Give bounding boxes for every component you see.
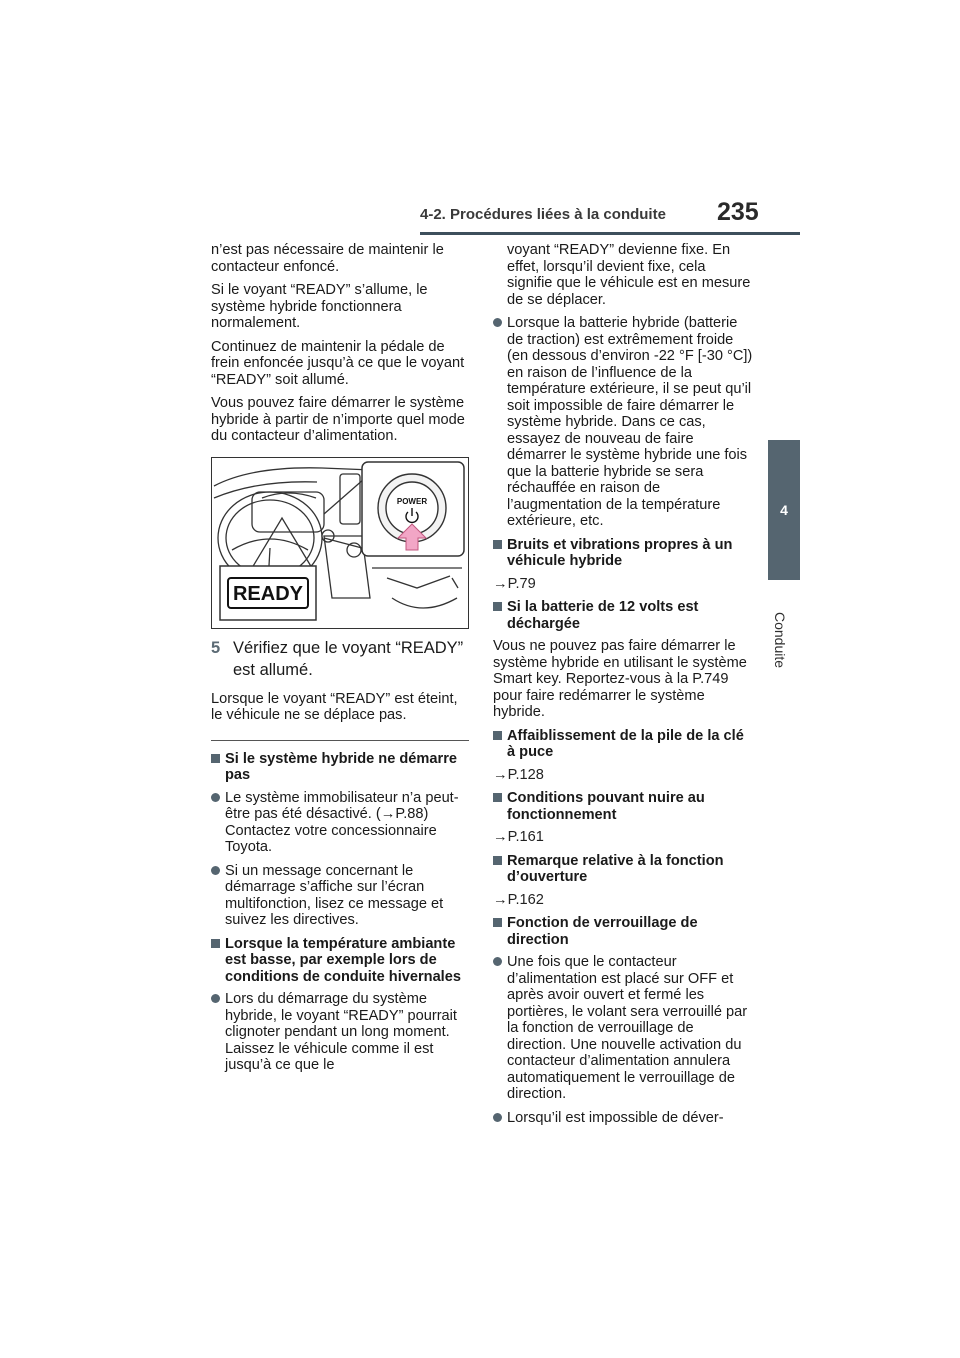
chapter-tab-number: 4 — [780, 502, 788, 518]
bullet-item: Lorsque la batterie hybride (batterie de traction) est extrêmement froide (en dessous d’environ -22 °F [-30 °C]) en raison de l’influence de la température extérieure, il se peut qu’il soit impossible de faire démarrer le système hybride. Dans ce cas, essayez de nouveau de faire démarrer le système hybride une fois que la batterie hybride se sera réchauffée en raison de l’augmentation de la température extérieure, etc. — [493, 315, 753, 530]
bullet-item: Le système immobilisateur n’a peut-être pas été désactivé. (→P.88) Contactez votre concessionnaire Toyota. — [211, 790, 469, 856]
paragraph: Vous pouvez faire démarrer le système hybride à partir de n’importe quel mode du contacteur d’alimentation. — [211, 395, 465, 444]
dashboard-illustration — [211, 457, 469, 629]
section-heading: Conditions pouvant nuire au fonctionnement — [493, 790, 753, 823]
page-reference-link[interactable]: →P.128 — [493, 766, 544, 783]
bullet-continuation: voyant “READY” devienne fixe. En effet, lorsqu’il devient fixe, cela signifie que le véhicule est en mesure de se déplacer. — [507, 242, 751, 308]
chapter-tab[interactable] — [768, 440, 800, 580]
chapter-tab-label: Conduite — [772, 612, 788, 669]
power-button-text: POWER — [396, 496, 428, 506]
section-heading: Remarque relative à la fonction d’ouverture — [493, 853, 753, 886]
page-reference-link[interactable]: →P.79 — [493, 575, 536, 592]
ready-indicator-text: READY — [232, 582, 304, 605]
chapter-heading: 4-2. Procédures liées à la conduite — [420, 206, 666, 223]
paragraph: Vous ne pouvez pas faire démarrer le système hybride en utilisant le système Smart key. Reportez-vous à la P.749 pour faire redémarrer le système hybride. — [493, 638, 747, 720]
page-reference-link[interactable]: →P.161 — [493, 829, 544, 845]
bullet-item: Lors du démarrage du système hybride, le voyant “READY” pourrait clignoter pendant un long moment. Laissez le véhicule comme il est jusqu’à ce que le — [211, 991, 469, 1074]
section-heading: Affaiblissement de la pile de la clé à puce — [493, 728, 753, 761]
left-column — [211, 242, 469, 1081]
step-number: 5 — [211, 638, 221, 657]
section-heading: Lorsque la température ambiante est basse, par exemple lors de conditions de conduite hivernales — [211, 936, 469, 986]
page-reference-link[interactable]: →P.162 — [493, 891, 544, 908]
section-heading: Bruits et vibrations propres à un véhicule hybride — [493, 537, 753, 570]
bullet-item: Si un message concernant le démarrage s’affiche sur l’écran multifonction, lisez ce message et suivez les directives. — [211, 863, 469, 929]
step-note: Lorsque le voyant “READY” est éteint, le véhicule ne se déplace pas. — [211, 690, 458, 723]
section-divider — [211, 740, 469, 741]
header-rule — [420, 232, 800, 235]
page-number: 235 — [717, 198, 759, 226]
step-5 — [211, 637, 469, 681]
bullet-item: Une fois que le contacteur d’alimentation est placé sur OFF et après avoir ouvert et fermé les portières, le volant sera verrouillé par la fonction de verrouillage de direction. Une nouvelle activation du contacteur d’alimentation annulera automatiquement le verrouillage de direction. — [493, 954, 753, 1103]
section-heading: Fonction de verrouillage de direction — [493, 915, 753, 948]
step-text: Vérifiez que le voyant “READY” est allumé. — [233, 638, 464, 679]
section-heading: Si la batterie de 12 volts est déchargée — [493, 599, 753, 632]
bullet-item: Lorsqu’il est impossible de déver- — [493, 1110, 753, 1127]
paragraph: n’est pas nécessaire de maintenir le contacteur enfoncé. — [211, 242, 444, 275]
section-heading: Si le système hybride ne démarre pas — [211, 751, 469, 784]
dashboard-drawing — [212, 458, 468, 628]
paragraph: Si le voyant “READY” s’allume, le système hybride fonctionnera normalement. — [211, 282, 428, 331]
paragraph: Continuez de maintenir la pédale de frein enfoncée jusqu’à ce que le voyant “READY” soit allumé. — [211, 338, 465, 388]
right-column — [493, 242, 753, 1133]
